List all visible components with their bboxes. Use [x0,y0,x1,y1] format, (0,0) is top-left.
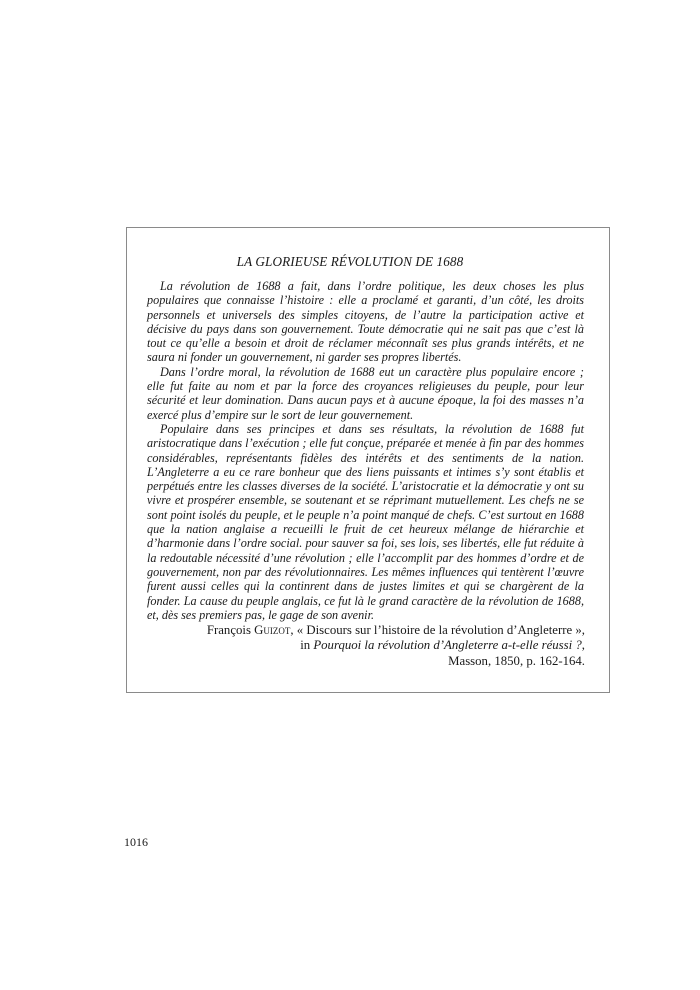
citation-line-2 [207,638,585,653]
paragraph: Dans l’ordre moral, la révolution de 1688 eut un caractère plus populaire encore ; elle fut faite au nom et par la force des croyances religieuses du peuple, pour leur sécurité et leur domination. Dans aucun pays et à aucune époque, la foi des masses n’a exercé plus d’empire sur le sort de leur gouvernement. [147,364,584,422]
citation-line-3: Masson, 1850, p. 162-164. [448,653,585,668]
excerpt-body [147,279,584,622]
work-title: , « Discours sur l’histoire de la révolution d’Angleterre », [290,623,585,637]
excerpt-title: LA GLORIEUSE RÉVOLUTION DE 1688 [236,254,464,269]
author-first-name: François [206,623,255,637]
book-title: Pourquoi la révolution d’Angleterre a-t-elle réussi ? [313,638,582,653]
paragraph: Populaire dans ses principes et dans ses résultats, la révolution de 1688 fut aristocratique dans l’exécution ; elle fut conçue, préparée et menée à fin par des hommes considérables, représentants fidèles des intérêts et des sentiments de la nation. L’Angleterre a eu ce rare bonheur que des liens puissants et intimes s’y sont établis et perpétués entre les classes diverses de la société. L’aristocratie et la démocratie y ont su vivre et prospérer ensemble, se soutenant et se réprimant mutuellement. Les chefs ne se sont point isolés du peuple, et le peuple n’a point manqué de chefs. C’est surtout en 1688 que la nation anglaise a recueilli le fruit de cet heureux mélange de hiérarchie et d’harmonie dans l’ordre social. pour sauver sa foi, ses lois, ses libertés, elle fut réduite à la redoutable nécessité d’une révolution ; elle l’accomplit par des hommes d’ordre et de gouvernement, non par des révolutionnaires. Les mêmes influences qui tentèrent l’œuvre furent aussi celles qui la continrent dans de justes limites et qui se chargèrent de la fonder. La cause du peuple anglais, ce fut là le grand caractère de la révolution de 1688, et, dès ses premiers pas, le gage de son avenir. [147,421,584,622]
author-last-name: Guizot [254,623,291,637]
citation-line-1 [207,623,585,638]
page-number: 1016 [124,835,148,849]
in-prefix: in [300,638,314,653]
paragraph: La révolution de 1688 a fait, dans l’ordre politique, les deux choses les plus populaires que connaisse l’histoire : elle a proclamé et garanti, d’un côté, les droits personnels et universels des simples citoyens, de l’autre la participation active et décisive du pays dans son gouvernement. Toute démocratie qui ne sait pas que c’est là tout ce qu’elle a besoin et droit de réclamer méconnaît ses plus grands intérêts, et ne saura ni fonder un gouvernement, ni garder ses propres libertés. [147,279,584,365]
source-citation [207,623,585,669]
book-suffix: , [581,638,585,653]
